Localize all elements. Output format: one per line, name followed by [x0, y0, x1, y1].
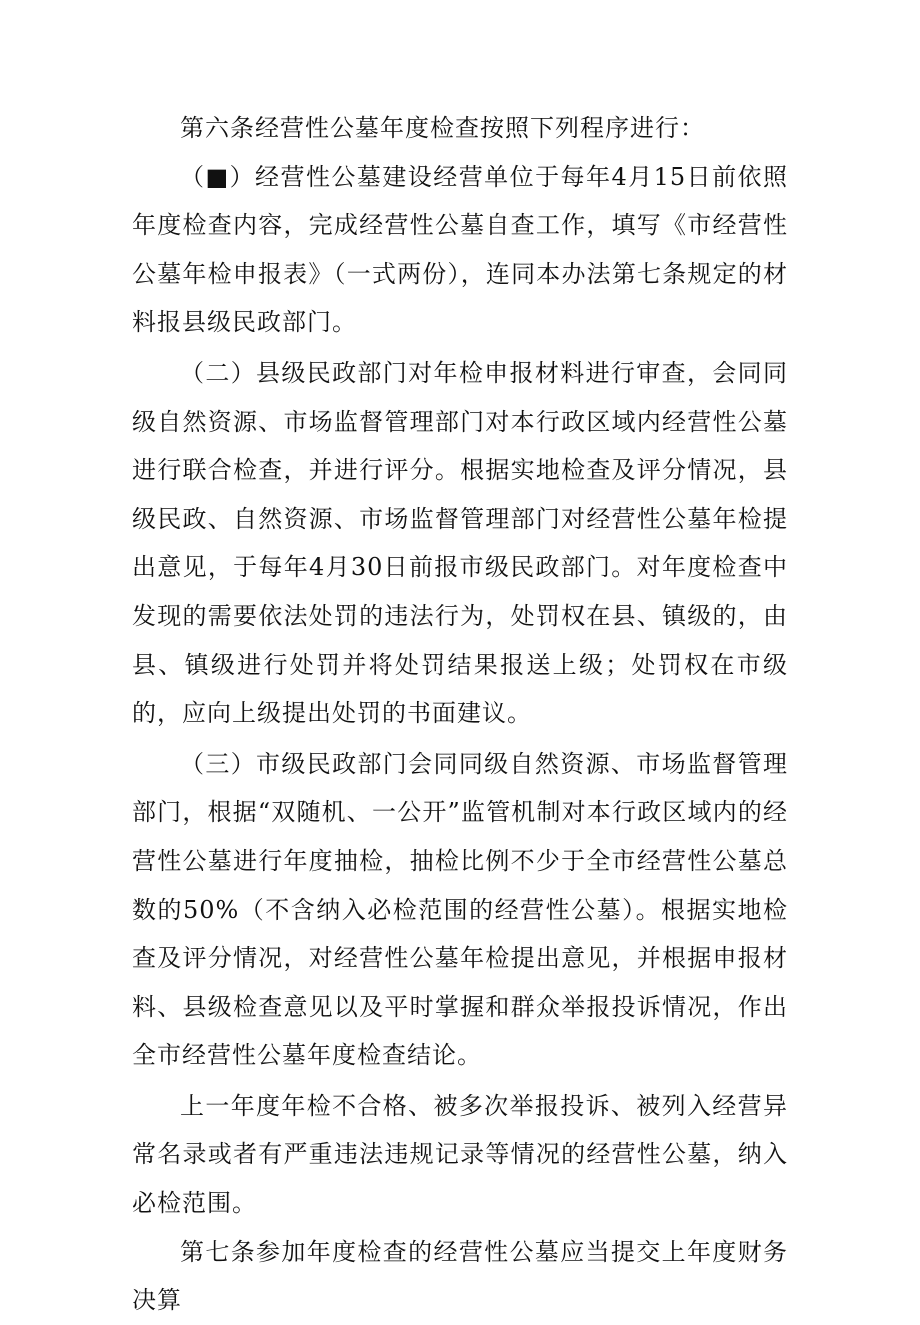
article-6-heading-paragraph: 第六条经营性公墓年度检查按照下列程序进行：	[180, 114, 705, 142]
procedure-item-2-paragraph: （二）县级民政部门对年检申报材料进行审查，会同同级自然资源、市场监督管理部门对本行政区域内经营性公墓进行联合检查，并进行评分。根据实地检查及评分情况，县级民政、自然资源、市场监督管理部门对经营性公墓年检提出意见，于每年4月30日前报市级民政部门。对年度检查中发现的需要依法处罚的违法行为，处罚权在县、镇级的，由县、镇级进行处罚并将处罚结果报送上级；处罚权在市级的，应向上级提出处罚的书面建议。	[132, 358, 788, 728]
procedure-item-1-paragraph: （■）经营性公墓建设经营单位于每年4月15日前依照年度检查内容，完成经营性公墓自查工作，填写《市经营性公墓年检申报表》（一式两份），连同本办法第七条规定的材料报县级民政部门。	[132, 162, 788, 337]
procedure-item-3-paragraph: （三）市级民政部门会同同级自然资源、市场监督管理部门，根据“双随机、一公开”监管机制对本行政区域内的经营性公墓进行年度抽检，抽检比例不少于全市经营性公墓总数的50%（不含纳入必检范围的经营性公墓）。根据实地检查及评分情况，对经营性公墓年检提出意见，并根据申报材料、县级检查意见以及平时掌握和群众举报投诉情况，作出全市经营性公墓年度检查结论。	[132, 749, 788, 1070]
article-7-paragraph: 第七条参加年度检查的经营性公墓应当提交上年度财务决算	[132, 1237, 788, 1315]
document-body	[132, 104, 788, 1325]
mandatory-inspection-paragraph: 上一年度年检不合格、被多次举报投诉、被列入经营异常名录或者有严重违法违规记录等情况的经营性公墓，纳入必检范围。	[132, 1091, 788, 1218]
